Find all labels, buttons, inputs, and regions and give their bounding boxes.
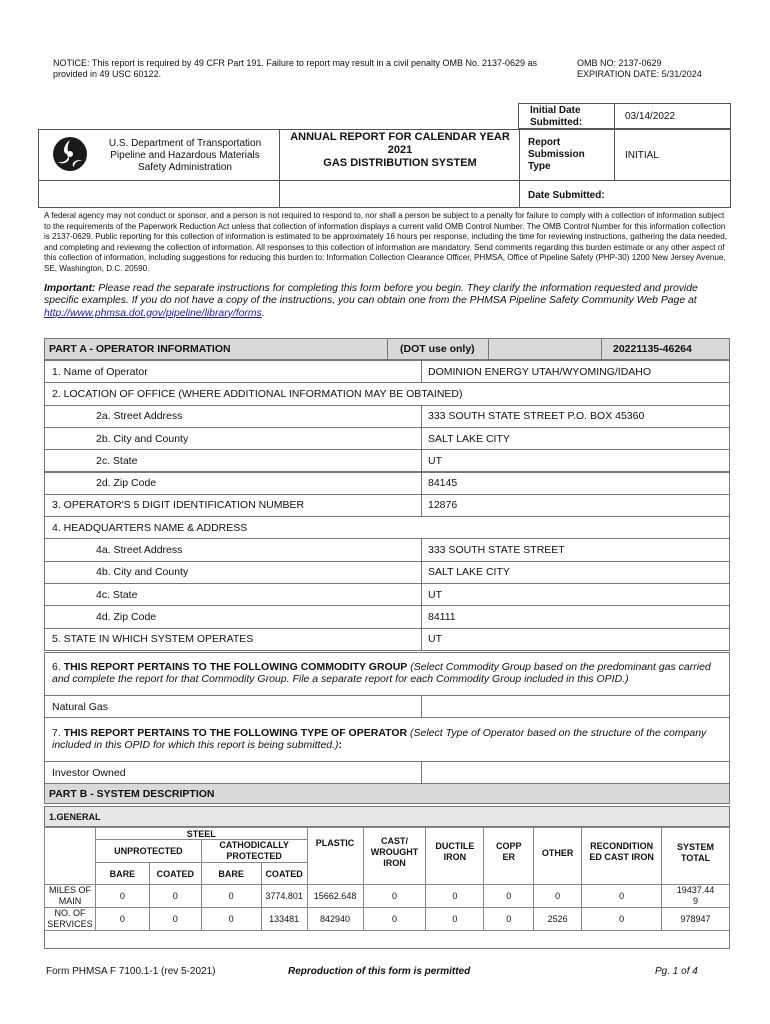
dot-use-label: (DOT use only) <box>400 343 475 355</box>
important-end: . <box>261 307 265 319</box>
field-value: 84145 <box>421 473 729 494</box>
operator-info-row <box>44 427 730 450</box>
cast-label: CAST/ WROUGHT IRON <box>370 835 419 868</box>
operator-info-row <box>44 472 730 495</box>
operator-info-row <box>44 583 730 606</box>
field-value: UT <box>421 450 729 471</box>
q6-answer-row <box>44 695 730 718</box>
cell: 0 <box>95 885 149 908</box>
part-a-title: PART A - OPERATOR INFORMATION <box>49 343 231 355</box>
miles-label: MILES OF MAIN <box>48 885 91 906</box>
burden-statement: A federal agency may not conduct or sponsor, and a person is not required to respond to, nor shall a person be subject to a penalty for failure to comply with a collection of information subject to the requirements of the Paperwork Reduction Act unless that collection of information displays a current valid OMB Control Number. The OMB Control Number for this information collection is 2137-0629. Public reporting for this collection of information is estimated to be approximately 16 hours per response, including the time for reviewing instructions, gathering the data needed, and completing and reviewing the collection of information. All responses to this collection of information are mandatory. Send comments regarding this burden estimate or any other aspect of this collection of information, including suggestions for reducing this burden to: Information Collection Clearance Officer, PHMSA, Office of Pipeline Safety (PHP-30) 1200 New Jersey Avenue, SE, Washington, D.C. 20590. <box>44 211 727 273</box>
cell: 0 <box>201 885 261 908</box>
commodity-group: Natural Gas <box>52 700 109 713</box>
plastic-header <box>307 828 363 885</box>
general-label: 1.GENERAL <box>49 811 101 822</box>
cell: 0 <box>426 908 484 931</box>
field-label: 4c. State <box>96 588 138 601</box>
important-notice <box>44 283 732 320</box>
report-title <box>281 131 519 170</box>
cell: 3774.801 <box>261 885 307 908</box>
copper-header <box>484 828 534 885</box>
agency-name <box>97 138 273 174</box>
q6-row <box>44 652 730 696</box>
field-value: UT <box>421 584 729 605</box>
commodity-group-blank <box>421 696 729 717</box>
part-b-header <box>44 783 730 804</box>
field-label: 2c. State <box>96 454 138 467</box>
agency-line-1: U.S. Department of Transportation <box>108 138 262 149</box>
cell: 0 <box>149 885 201 908</box>
row-label <box>45 885 96 908</box>
page-number: Pg. 1 of 4 <box>655 966 698 977</box>
field-label: 5. STATE IN WHICH SYSTEM OPERATES <box>52 633 254 646</box>
steel-header: STEEL <box>95 828 307 840</box>
services-label: NO. OF SERVICES <box>47 908 93 929</box>
initial-date-value: 03/14/2022 <box>625 111 676 122</box>
q7-question <box>52 727 723 751</box>
field-value: DOMINION ENERGY UTAH/WYOMING/IDAHO <box>421 361 729 382</box>
cell: 0 <box>426 885 484 908</box>
date-submitted-row <box>38 180 731 208</box>
cell: 0 <box>582 908 662 931</box>
q7-colon: : <box>338 739 343 751</box>
part-b-title: PART B - SYSTEM DESCRIPTION <box>49 787 215 800</box>
cell: 0 <box>363 885 426 908</box>
field-label: 2a. Street Address <box>96 410 183 423</box>
miles-of-main-row <box>45 885 730 908</box>
cell: 0 <box>582 885 662 908</box>
miles-total: 19437.449 <box>676 885 715 906</box>
cell: 842940 <box>307 908 363 931</box>
operator-info-row <box>44 605 730 628</box>
q7-instructions: (Select Type of Operator based on the structure of the company included in this OPID for which this report is being submitted.) <box>52 727 707 751</box>
unprotected-header: UNPROTECTED <box>95 840 201 863</box>
cell: 0 <box>201 908 261 931</box>
q7-answer-row <box>44 761 730 784</box>
field-label: 4d. Zip Code <box>96 610 157 623</box>
title-line-3: GAS DISTRIBUTION SYSTEM <box>323 157 477 169</box>
coated-header-1: COATED <box>149 863 201 885</box>
table-corner <box>45 828 96 885</box>
field-value: UT <box>421 629 729 650</box>
other-header <box>534 828 582 885</box>
important-label: Important: <box>44 283 96 294</box>
field-value: 333 SOUTH STATE STREET <box>421 539 729 560</box>
part-a-header <box>44 338 730 360</box>
form-number: Form PHMSA F 7100.1-1 (rev 5-2021) <box>46 966 216 977</box>
operator-info-row <box>44 561 730 584</box>
agency-line-2: Pipeline and Hazardous Materials <box>110 150 260 161</box>
operator-info-row <box>44 382 730 405</box>
plastic-label: PLASTIC <box>315 838 355 848</box>
cell: 0 <box>95 908 149 931</box>
recon-header <box>582 828 662 885</box>
header-box <box>38 129 731 181</box>
notice-text: NOTICE: This report is required by 49 CFR Part 191. Failure to report may result in a civil penalty OMB No. 2137-0629 as provided in 49 USC 60122. <box>53 58 538 79</box>
date-submitted-label: Date Submitted: <box>528 190 605 201</box>
cell: 0 <box>363 908 426 931</box>
operator-info-row <box>44 516 730 539</box>
system-total-label: SYSTEM TOTAL <box>677 842 715 863</box>
operator-info-row <box>44 405 730 428</box>
field-label: 4. HEADQUARTERS NAME & ADDRESS <box>52 521 248 534</box>
instructions-link[interactable]: http://www.phmsa.dot.gov/pipeline/library/forms <box>44 307 262 319</box>
system-table <box>44 827 730 931</box>
cell: 0 <box>484 885 534 908</box>
title-line-1: ANNUAL REPORT FOR CALENDAR YEAR <box>290 131 510 143</box>
cathodic-label: CATHODICALLY PROTECTED <box>219 840 289 861</box>
operator-info-row <box>44 449 730 472</box>
coated-header-2: COATED <box>261 863 307 885</box>
cell <box>662 885 730 908</box>
field-value: 84111 <box>421 606 729 627</box>
field-label: 1. Name of Operator <box>52 365 148 378</box>
bare-header-1: BARE <box>95 863 149 885</box>
q6-title: THIS REPORT PERTAINS TO THE FOLLOWING COMMODITY GROUP <box>63 661 408 673</box>
cell: 2526 <box>534 908 582 931</box>
table-bottom-spacer <box>44 931 730 949</box>
field-value: 333 SOUTH STATE STREET P.O. BOX 45360 <box>421 406 729 427</box>
other-label: OTHER <box>541 848 574 858</box>
field-label: 4a. Street Address <box>96 544 183 557</box>
submission-type-value: INITIAL <box>625 150 659 161</box>
field-value: 12876 <box>421 495 729 516</box>
q7-row <box>44 717 730 762</box>
field-label: 2. LOCATION OF OFFICE (WHERE ADDITIONAL INFORMATION MAY BE OBTAINED) <box>52 387 463 400</box>
q7-title: THIS REPORT PERTAINS TO THE FOLLOWING TYPE OF OPERATOR <box>63 727 408 739</box>
agency-line-3: Safety Administration <box>138 162 232 173</box>
ductile-label: DUCTILE IRON <box>435 841 475 862</box>
operator-info-row <box>44 360 730 383</box>
services-row <box>45 908 730 931</box>
q7-number: 7. <box>52 727 64 739</box>
operator-type-blank <box>421 762 729 783</box>
report-id: 20221135-46264 <box>613 343 692 355</box>
cell: 0 <box>149 908 201 931</box>
initial-date-box <box>518 103 731 129</box>
q6-instructions: (Select Commodity Group based on the predominant gas carried and complete the report for that Commodity Group. File a separate report for each Commodity Group included in this OPID.) <box>52 661 711 685</box>
cathodic-header <box>201 840 307 863</box>
row-label <box>45 908 96 931</box>
cell: 0 <box>484 908 534 931</box>
cell: 0 <box>534 885 582 908</box>
ductile-header <box>426 828 484 885</box>
operator-info-row <box>44 628 730 651</box>
q6-question <box>52 661 723 685</box>
omb-number: OMB NO: 2137-0629 <box>577 58 662 68</box>
operator-info-row <box>44 538 730 561</box>
recon-label: RECONDITIONED CAST IRON <box>589 841 654 862</box>
field-value: SALT LAKE CITY <box>421 428 729 449</box>
system-total-header <box>662 828 730 885</box>
cell: 978947 <box>662 908 730 931</box>
reproduction-note: Reproduction of this form is permitted <box>288 966 471 977</box>
field-label: 3. OPERATOR'S 5 DIGIT IDENTIFICATION NUMBER <box>52 499 305 512</box>
operator-type: Investor Owned <box>52 766 126 779</box>
general-header <box>44 806 730 827</box>
cast-header <box>363 828 426 885</box>
submission-type-label: Report Submission Type <box>528 137 585 172</box>
initial-date-label: Initial Date Submitted: <box>530 105 583 128</box>
field-value: SALT LAKE CITY <box>421 562 729 583</box>
field-label: 2d. Zip Code <box>96 477 157 490</box>
dot-logo <box>52 136 88 172</box>
q6-number: 6. <box>52 661 64 673</box>
bare-header-2: BARE <box>201 863 261 885</box>
expiration-date: EXPIRATION DATE: 5/31/2024 <box>577 69 702 79</box>
copper-label: COPPER <box>496 841 522 862</box>
field-label: 4b. City and County <box>96 566 189 579</box>
important-text: Please read the separate instructions for completing this form before you begin. They clarify the information requested and provide specific examples. If you do not have a copy of the instructions, you can obtain one from the PHMSA Pipeline Safety Community Web Page at <box>44 283 698 307</box>
cell: 15662.648 <box>307 885 363 908</box>
cell: 133481 <box>261 908 307 931</box>
title-line-2: 2021 <box>387 144 413 156</box>
operator-info-row <box>44 494 730 517</box>
field-label: 2b. City and County <box>96 432 189 445</box>
